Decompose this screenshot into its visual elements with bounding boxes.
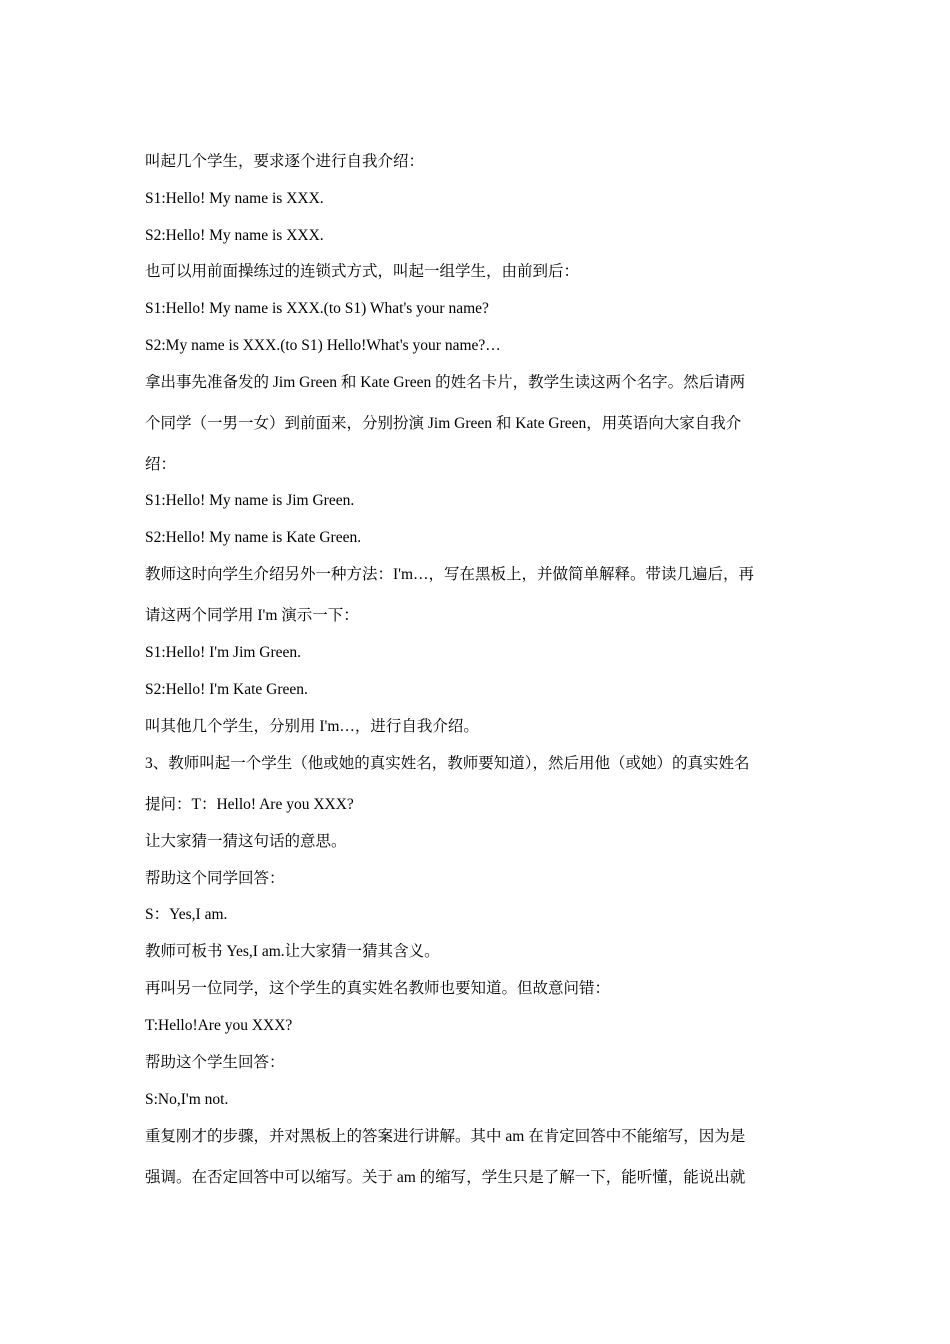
text-line: 也可以用前面操练过的连锁式方式，叫起一组学生，由前到后： [145, 263, 580, 280]
text-line: S:No,I'm not. [145, 1091, 229, 1108]
text-line: S：Yes,I am. [145, 906, 228, 923]
text-line: 帮助这个同学回答： [145, 870, 285, 887]
text-line: 绍： [145, 456, 177, 473]
text-line: 帮助这个学生回答： [145, 1054, 285, 1071]
text-line: 教师可板书 Yes,I am.让大家猜一猜其含义。 [145, 943, 440, 960]
text-line: 请这两个同学用 I'm 演示一下： [145, 607, 359, 624]
text-line: S1:Hello! My name is Jim Green. [145, 492, 355, 509]
text-line: 3、教师叫起一个学生（他或她的真实姓名，教师要知道），然后用他（或她）的真实姓名 [145, 755, 750, 772]
text-line: S1:Hello! I'm Jim Green. [145, 644, 302, 661]
text-line: 教师这时向学生介绍另外一种方法：I'm…，写在黑板上，并做简单解释。带读几遍后，再 [145, 566, 755, 583]
text-line: S2:My name is XXX.(to S1) Hello!What's your name?… [145, 337, 501, 354]
text-line: 重复刚才的步骤，并对黑板上的答案进行讲解。其中 am 在肯定回答中不能缩写，因为是 [145, 1128, 746, 1145]
text-line: S1:Hello! My name is XXX. [145, 190, 324, 207]
text-line: 拿出事先准备发的 Jim Green 和 Kate Green 的姓名卡片，教学生读这两个名字。然后请两 [145, 374, 746, 391]
text-line: 让大家猜一猜这句话的意思。 [145, 833, 347, 850]
text-line: S2:Hello! My name is XXX. [145, 227, 324, 244]
text-line: 叫起几个学生，要求逐个进行自我介绍： [145, 153, 425, 170]
text-line: S2:Hello! My name is Kate Green. [145, 529, 362, 546]
text-line: 个同学（一男一女）到前面来，分别扮演 Jim Green 和 Kate Green，用英语向大家自我介 [145, 415, 742, 432]
text-line: S2:Hello! I'm Kate Green. [145, 681, 308, 698]
text-line: 叫其他几个学生，分别用 I'm…，进行自我介绍。 [145, 718, 479, 735]
text-line: 再叫另一位同学，这个学生的真实姓名教师也要知道。但故意问错： [145, 980, 611, 997]
text-line: T:Hello!Are you XXX? [145, 1017, 293, 1034]
text-line: 提问：T：Hello! Are you XXX? [145, 796, 354, 813]
text-line: S1:Hello! My name is XXX.(to S1) What's your name? [145, 300, 489, 317]
text-line: 强调。在否定回答中可以缩写。关于 am 的缩写，学生只是了解一下，能听懂，能说出就 [145, 1169, 746, 1186]
